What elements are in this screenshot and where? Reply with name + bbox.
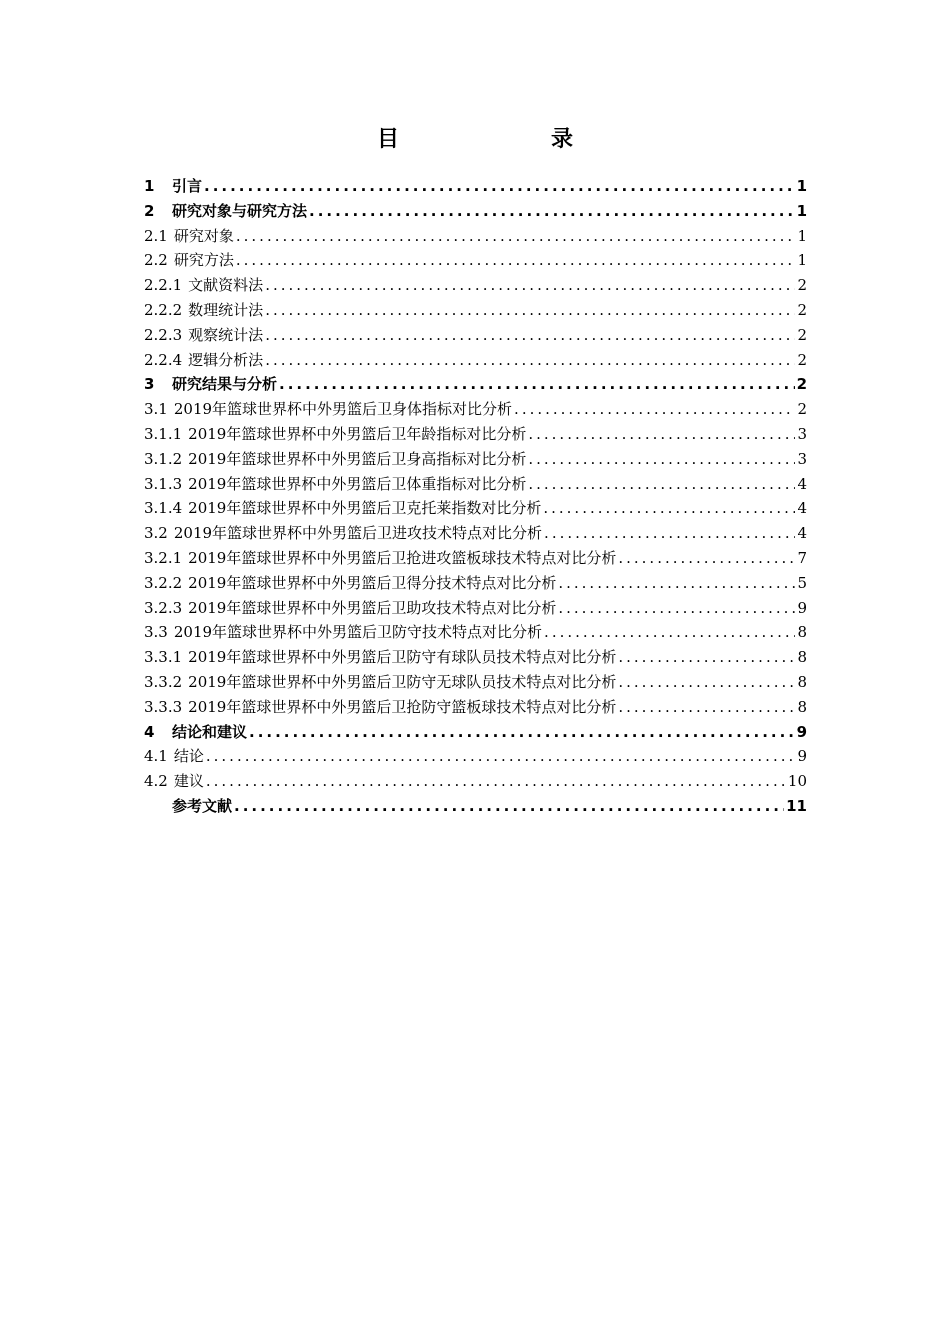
toc-entry-title: 2019年篮球世界杯中外男篮后卫年龄指标对比分析 xyxy=(188,424,527,443)
toc-entry-title: 结论 xyxy=(173,747,204,766)
toc-dot-leader xyxy=(528,472,795,497)
toc-dot-leader xyxy=(265,323,795,348)
toc-entry-page-number: 3 xyxy=(797,449,807,468)
toc-dot-leader xyxy=(206,744,796,769)
toc-entry-page-number: 1 xyxy=(796,177,807,195)
toc-entry-number: 3.3.3 xyxy=(144,697,183,716)
toc-dot-leader xyxy=(236,248,796,273)
toc-entry[interactable] xyxy=(144,744,807,769)
toc-entry[interactable] xyxy=(144,372,807,397)
page-title: 目 录 xyxy=(376,127,609,152)
toc-entry-title: 文献资料法 xyxy=(188,276,264,295)
toc-entry-number: 4.1 xyxy=(144,747,168,766)
toc-entry[interactable] xyxy=(144,596,807,621)
toc-entry-title: 研究对象与研究方法 xyxy=(172,201,308,220)
toc-entry-title: 2019年篮球世界杯中外男篮后卫身高指标对比分析 xyxy=(188,449,527,468)
toc-entry-page-number: 4 xyxy=(797,474,807,493)
toc-entry-number: 3 xyxy=(144,375,155,394)
toc-dot-leader xyxy=(265,298,795,323)
toc-entry-number: 1 xyxy=(144,177,155,195)
toc-entry-number: 3.1 xyxy=(144,400,168,419)
toc-entry-number: 2.2 xyxy=(144,251,168,270)
toc-entry-page-number: 8 xyxy=(797,697,807,716)
toc-entry-title: 结论和建议 xyxy=(172,722,248,741)
toc-entry-page-number: 8 xyxy=(797,672,807,691)
toc-entry-title: 2019年篮球世界杯中外男篮后卫防守有球队员技术特点对比分析 xyxy=(188,648,617,667)
toc-entry[interactable] xyxy=(144,695,807,720)
toc-entry-title: 研究对象 xyxy=(173,226,234,245)
toc-dot-leader xyxy=(618,670,795,695)
toc-entry[interactable] xyxy=(144,645,807,670)
toc-entry-page-number: 9 xyxy=(797,598,807,617)
toc-entry-page-number: 8 xyxy=(797,648,807,667)
toc-dot-leader xyxy=(206,769,786,794)
table-of-contents xyxy=(144,174,807,819)
toc-entry-number: 3.3 xyxy=(144,623,168,642)
toc-dot-leader xyxy=(544,620,795,645)
toc-entry-page-number: 5 xyxy=(797,573,807,592)
toc-dot-leader xyxy=(558,596,795,621)
toc-entry-title: 参考文献 xyxy=(172,796,233,815)
toc-dot-leader xyxy=(265,273,795,298)
toc-entry-title: 2019年篮球世界杯中外男篮后卫克托莱指数对比分析 xyxy=(188,499,542,518)
toc-entry-page-number: 9 xyxy=(797,747,807,766)
toc-entry-title: 2019年篮球世界杯中外男篮后卫进攻技术特点对比分析 xyxy=(173,524,543,543)
toc-entry[interactable] xyxy=(144,769,807,794)
toc-dot-leader xyxy=(249,720,795,745)
toc-entry[interactable] xyxy=(144,199,807,224)
toc-entry-number: 4.2 xyxy=(144,772,168,791)
toc-entry-page-number: 3 xyxy=(797,424,807,443)
toc-entry-page-number: 4 xyxy=(797,524,807,543)
toc-entry-title: 建议 xyxy=(173,772,204,791)
toc-dot-leader xyxy=(514,397,795,422)
toc-dot-leader xyxy=(265,348,795,373)
toc-entry-number: 3.1.1 xyxy=(144,424,183,443)
toc-entry-page-number: 1 xyxy=(796,201,807,220)
toc-entry[interactable] xyxy=(144,472,807,497)
toc-dot-leader xyxy=(204,174,795,199)
toc-entry[interactable] xyxy=(144,521,807,546)
toc-entry-page-number: 1 xyxy=(797,251,807,270)
toc-entry-title: 2019年篮球世界杯中外男篮后卫体重指标对比分析 xyxy=(188,474,527,493)
toc-entry-page-number: 2 xyxy=(797,300,807,319)
toc-entry[interactable] xyxy=(144,720,807,745)
toc-entry-page-number: 9 xyxy=(796,722,807,741)
toc-entry-title: 研究方法 xyxy=(173,251,234,270)
toc-entry-number: 2.2.4 xyxy=(144,350,183,369)
toc-entry-number: 2 xyxy=(144,201,155,220)
toc-entry[interactable] xyxy=(144,248,807,273)
toc-entry-page-number: 2 xyxy=(797,350,807,369)
toc-entry[interactable] xyxy=(144,496,807,521)
toc-entry-page-number: 1 xyxy=(797,226,807,245)
toc-entry-title: 2019年篮球世界杯中外男篮后卫防守无球队员技术特点对比分析 xyxy=(188,672,617,691)
toc-entry[interactable] xyxy=(144,323,807,348)
toc-entry-title: 观察统计法 xyxy=(188,325,264,344)
toc-dot-leader xyxy=(236,224,796,249)
toc-entry-number: 2.2.2 xyxy=(144,300,183,319)
toc-entry-page-number: 2 xyxy=(797,400,807,419)
toc-entry[interactable] xyxy=(144,397,807,422)
toc-entry-number: 3.3.1 xyxy=(144,648,183,667)
toc-entry-title: 数理统计法 xyxy=(188,300,264,319)
toc-entry-title: 2019年篮球世界杯中外男篮后卫得分技术特点对比分析 xyxy=(188,573,557,592)
toc-entry-title: 2019年篮球世界杯中外男篮后卫抢防守篮板球技术特点对比分析 xyxy=(188,697,617,716)
toc-entry-title: 2019年篮球世界杯中外男篮后卫身体指标对比分析 xyxy=(173,400,513,419)
toc-entry-number: 3.1.4 xyxy=(144,499,183,518)
toc-entry[interactable] xyxy=(144,670,807,695)
toc-entry-page-number: 11 xyxy=(786,796,807,815)
toc-entry[interactable] xyxy=(144,422,807,447)
toc-entry-page-number: 10 xyxy=(787,772,807,791)
toc-entry[interactable] xyxy=(144,571,807,596)
toc-entry-number: 3.3.2 xyxy=(144,672,183,691)
toc-dot-leader xyxy=(544,521,795,546)
toc-entry-number: 3.2.3 xyxy=(144,598,183,617)
toc-entry-page-number: 8 xyxy=(797,623,807,642)
toc-entry-page-number: 2 xyxy=(797,276,807,295)
toc-dot-leader xyxy=(618,546,795,571)
toc-dot-leader xyxy=(618,695,795,720)
toc-dot-leader xyxy=(528,422,795,447)
toc-entry[interactable] xyxy=(144,447,807,472)
toc-entry-number: 4 xyxy=(144,722,155,741)
toc-entry[interactable] xyxy=(144,348,807,373)
toc-dot-leader xyxy=(618,645,795,670)
toc-entry-title: 引言 xyxy=(172,177,203,195)
toc-dot-leader xyxy=(234,794,784,819)
toc-entry-page-number: 2 xyxy=(796,375,807,394)
toc-entry-number: 2.2.1 xyxy=(144,276,183,295)
toc-dot-leader xyxy=(558,571,795,596)
toc-dot-leader xyxy=(543,496,795,521)
toc-entry-number: 3.1.3 xyxy=(144,474,183,493)
toc-entry-title: 2019年篮球世界杯中外男篮后卫助攻技术特点对比分析 xyxy=(188,598,557,617)
toc-entry-title: 2019年篮球世界杯中外男篮后卫防守技术特点对比分析 xyxy=(173,623,543,642)
toc-entry-page-number: 4 xyxy=(797,499,807,518)
toc-entry[interactable] xyxy=(144,546,807,571)
toc-entry[interactable] xyxy=(144,174,807,199)
toc-entry-number: 3.2.2 xyxy=(144,573,183,592)
toc-dot-leader xyxy=(279,372,795,397)
toc-entry[interactable] xyxy=(144,298,807,323)
toc-entry-number: 3.2.1 xyxy=(144,548,183,567)
toc-entry[interactable] xyxy=(144,620,807,645)
toc-entry-page-number: 7 xyxy=(797,548,807,567)
toc-dot-leader xyxy=(309,199,795,224)
toc-entry[interactable] xyxy=(144,224,807,249)
toc-entry-number: 3.1.2 xyxy=(144,449,183,468)
toc-dot-leader xyxy=(528,447,795,472)
toc-entry-number: 3.2 xyxy=(144,524,168,543)
toc-entry-title: 研究结果与分析 xyxy=(172,375,278,394)
toc-entry-page-number: 2 xyxy=(797,325,807,344)
toc-entry[interactable] xyxy=(144,794,807,819)
toc-entry-number: 2.1 xyxy=(144,226,168,245)
toc-entry-number: 2.2.3 xyxy=(144,325,183,344)
toc-entry[interactable] xyxy=(144,273,807,298)
toc-entry-title: 2019年篮球世界杯中外男篮后卫抢进攻篮板球技术特点对比分析 xyxy=(188,548,617,567)
toc-entry-title: 逻辑分析法 xyxy=(188,350,264,369)
